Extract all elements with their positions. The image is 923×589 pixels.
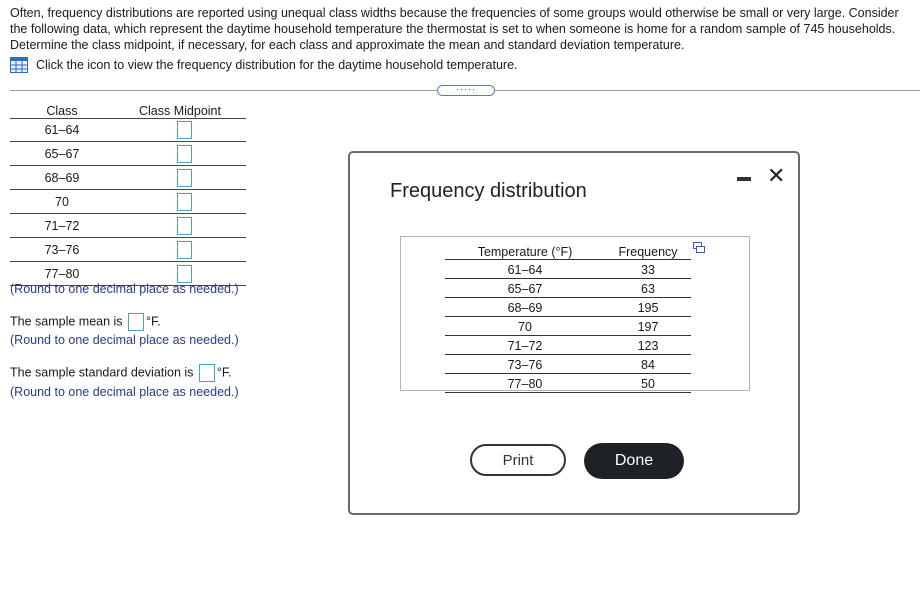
dialog-title: Frequency distribution — [390, 180, 587, 202]
temperature-cell: 73–76 — [507, 357, 543, 372]
temperature-cell: 71–72 — [507, 338, 543, 353]
midpoint-input[interactable] — [177, 145, 192, 163]
midpoint-input[interactable] — [177, 265, 192, 283]
frequency-cell: 84 — [641, 357, 655, 372]
mean-input[interactable] — [128, 313, 144, 331]
problem-text: Often, frequency distributions are reported using unequal class widths because the frequencies of some groups would otherwise be small or very large. Consider the following data, which represent the daytime household temperature the thermostat is set to when someone is home for a random sample of 745 households. Determine the class midpoint, if necessary, for each class and approximate the mean and standard deviation temperature. — [10, 6, 899, 52]
class-label: 61–64 — [44, 123, 80, 137]
print-button[interactable]: Print — [470, 444, 566, 476]
temperature-cell: 77–80 — [507, 376, 543, 391]
table-row — [10, 191, 246, 214]
class-column-header: Class — [46, 104, 78, 118]
close-icon[interactable]: ✕ — [767, 163, 786, 188]
sd-unit: °F. — [216, 365, 232, 380]
frequency-table-header — [445, 239, 691, 260]
table-row — [10, 119, 246, 142]
class-label: 77–80 — [44, 267, 80, 281]
sd-question — [10, 364, 232, 382]
class-label: 71–72 — [44, 219, 80, 233]
class-table-header — [10, 100, 246, 119]
frequency-link-line — [10, 57, 915, 73]
table-icon[interactable] — [10, 57, 28, 73]
table-row — [445, 280, 691, 298]
round-hint-mean: (Round to one decimal place as needed.) — [10, 333, 239, 347]
frequency-table — [445, 239, 691, 393]
frequency-dialog — [348, 151, 800, 515]
class-label: 73–76 — [44, 243, 80, 257]
temperature-cell: 61–64 — [507, 262, 543, 277]
copy-icon[interactable] — [693, 242, 705, 254]
sd-input[interactable] — [199, 364, 215, 382]
midpoint-input[interactable] — [177, 121, 192, 139]
frequency-cell: 33 — [641, 262, 655, 277]
done-button[interactable]: Done — [584, 443, 684, 479]
frequency-table-box — [400, 236, 750, 391]
table-row — [445, 356, 691, 374]
icon-instruction: Click the icon to view the frequency distribution for the daytime household temperature. — [36, 58, 518, 72]
table-row — [445, 337, 691, 355]
frequency-cell: 195 — [637, 300, 659, 315]
midpoint-input[interactable] — [177, 169, 192, 187]
table-row — [445, 261, 691, 279]
frequency-cell: 63 — [641, 281, 655, 296]
table-row — [445, 299, 691, 317]
frequency-cell: 123 — [637, 338, 659, 353]
sd-prefix: The sample standard deviation is — [10, 365, 194, 380]
mean-unit: °F. — [146, 314, 161, 329]
round-hint-midpoint: (Round to one decimal place as needed.) — [10, 282, 239, 296]
class-label: 68–69 — [44, 171, 80, 185]
table-row — [10, 167, 246, 190]
temperature-cell: 68–69 — [507, 300, 543, 315]
midpoint-input[interactable] — [177, 217, 192, 235]
temperature-cell: 70 — [518, 319, 532, 334]
expand-button[interactable]: ····· — [437, 85, 495, 96]
table-row — [445, 318, 691, 336]
problem-intro — [10, 5, 915, 73]
minimize-icon[interactable] — [737, 177, 751, 181]
table-row — [445, 375, 691, 393]
frequency-cell: 197 — [637, 319, 659, 334]
table-row — [10, 143, 246, 166]
temperature-column-header: Temperature (°F) — [477, 245, 573, 259]
class-label: 70 — [55, 195, 69, 209]
frequency-cell: 50 — [641, 376, 655, 391]
temperature-cell: 65–67 — [507, 281, 543, 296]
mean-prefix: The sample mean is — [10, 314, 123, 329]
midpoint-input[interactable] — [177, 241, 192, 259]
frequency-column-header: Frequency — [618, 245, 678, 259]
midpoint-column-header: Class Midpoint — [139, 104, 221, 118]
midpoint-input[interactable] — [177, 193, 192, 211]
table-row — [10, 239, 246, 262]
class-midpoint-table — [10, 100, 246, 287]
table-row — [10, 215, 246, 238]
class-label: 65–67 — [44, 147, 80, 161]
round-hint-sd: (Round to one decimal place as needed.) — [10, 385, 239, 399]
mean-question — [10, 313, 161, 331]
